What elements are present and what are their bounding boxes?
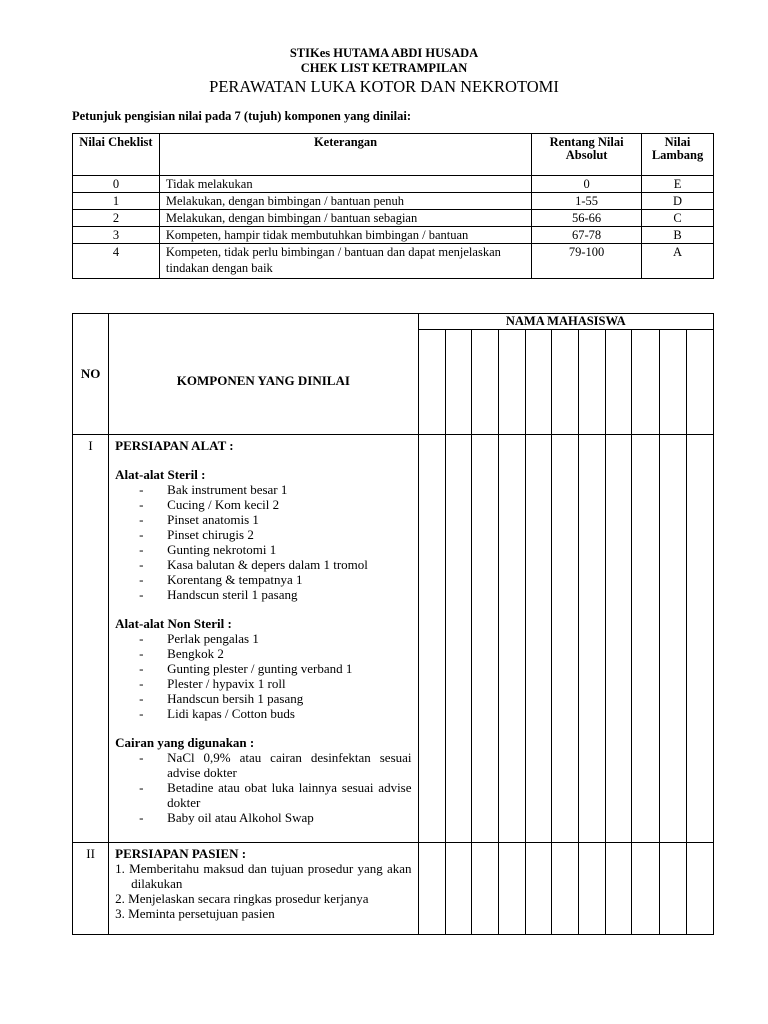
list-item: - Bak instrument besar 1 [139,482,411,497]
list-item: - Handscun bersih 1 pasang [139,691,411,706]
student-cell[interactable] [552,330,579,435]
list-item: - Gunting nekrotomi 1 [139,542,411,557]
legend-lambang: D [642,193,714,210]
legend-keterangan: Melakukan, dengan bimbingan / bantuan penuh [159,193,531,210]
group-heading: Cairan yang digunakan : [115,735,255,750]
score-cell[interactable] [659,435,686,843]
list-item: - Kasa balutan & depers dalam 1 tromol [139,557,411,572]
group-heading: Alat-alat Steril : [115,467,206,482]
header-no: NO [73,314,109,435]
header-komponen: KOMPONEN YANG DINILAI [109,314,418,435]
legend-nilai: 2 [73,210,160,227]
section-title: PERSIAPAN ALAT : [115,438,234,453]
list-item: - NaCl 0,9% atau cairan desinfektan sesuai advise dokter [139,750,411,780]
list-item: - Korentang & tempatnya 1 [139,572,411,587]
score-cell[interactable] [686,843,713,935]
section-no: I [73,435,109,843]
score-cell[interactable] [579,435,606,843]
legend-row [73,210,714,227]
item-list [115,750,411,825]
legend-lambang: A [642,244,714,279]
student-cell[interactable] [445,330,471,435]
list-item: - Perlak pengalas 1 [139,631,411,646]
list-item: - Pinset chirugis 2 [139,527,411,542]
legend-row [73,227,714,244]
student-cell[interactable] [525,330,551,435]
score-cell[interactable] [632,435,659,843]
legend-nilai: 4 [73,244,160,279]
legend-nilai: 0 [73,176,160,193]
legend-rentang: 56-66 [532,210,642,227]
instruction-text: Petunjuk pengisian nilai pada 7 (tujuh) komponen yang dinilai: [72,109,411,123]
list-item: - Bengkok 2 [139,646,411,661]
score-cell[interactable] [525,843,551,935]
score-cell[interactable] [606,843,632,935]
legend-lambang: C [642,210,714,227]
score-cell[interactable] [498,435,525,843]
score-cell[interactable] [632,843,659,935]
numbered-list [115,861,411,921]
item-list [115,482,411,602]
legend-keterangan: Tidak melakukan [159,176,531,193]
legend-header-lambang: Nilai Lambang [642,134,714,176]
section-content [109,435,418,843]
score-cell[interactable] [552,435,579,843]
document-type: CHEK LIST KETRAMPILAN [300,61,468,75]
student-cell[interactable] [471,330,498,435]
score-cell[interactable] [552,843,579,935]
legend-header-row [73,134,714,176]
student-cell[interactable] [686,330,713,435]
legend-nilai: 1 [73,193,160,210]
list-item: - Betadine atau obat luka lainnya sesuai advise dokter [139,780,411,810]
list-item: 2. Menjelaskan secara ringkas prosedur kerjanya [115,891,369,906]
legend-header-rentang: Rentang Nilai Absolut [532,134,642,176]
student-cell[interactable] [632,330,659,435]
score-cell[interactable] [686,435,713,843]
list-item: - Pinset anatomis 1 [139,512,411,527]
score-cell[interactable] [659,843,686,935]
student-cell[interactable] [659,330,686,435]
list-item: 3. Meminta persetujuan pasien [115,906,275,921]
legend-rentang: 0 [532,176,642,193]
score-cell[interactable] [498,843,525,935]
list-item: - Cucing / Kom kecil 2 [139,497,411,512]
student-cell[interactable] [579,330,606,435]
legend-header-nilai: Nilai Cheklist [73,134,160,176]
legend-row [73,176,714,193]
section-row [73,843,714,935]
score-cell[interactable] [579,843,606,935]
legend-keterangan: Melakukan, dengan bimbingan / bantuan sebagian [159,210,531,227]
section-no: II [73,843,109,935]
score-cell[interactable] [445,843,471,935]
group-heading: Alat-alat Non Steril : [115,616,232,631]
legend-rentang: 67-78 [532,227,642,244]
score-cell[interactable] [525,435,551,843]
score-cell[interactable] [445,435,471,843]
list-item: - Plester / hypavix 1 roll [139,676,411,691]
student-cell[interactable] [606,330,632,435]
legend-row [73,193,714,210]
legend-keterangan: Kompeten, tidak perlu bimbingan / bantuan dan dapat menjelaskan tindakan dengan baik [159,244,531,279]
list-item: - Handscun steril 1 pasang [139,587,411,602]
section-content [109,843,418,935]
list-item: - Gunting plester / gunting verband 1 [139,661,411,676]
legend-lambang: E [642,176,714,193]
legend-nilai: 3 [73,227,160,244]
legend-table [72,133,714,279]
score-cell[interactable] [418,843,445,935]
score-cell[interactable] [606,435,632,843]
page-title: PERAWATAN LUKA KOTOR DAN NEKROTOMI [209,77,559,96]
list-item: 1. Memberitahu maksud dan tujuan prosedur yang akan dilakukan [115,861,412,891]
checklist-table [72,313,714,935]
legend-rentang: 79-100 [532,244,642,279]
legend-row [73,244,714,279]
legend-keterangan: Kompeten, hampir tidak membutuhkan bimbingan / bantuan [159,227,531,244]
item-list [115,631,411,721]
student-cell[interactable] [418,330,445,435]
institution-name: STIKes HUTAMA ABDI HUSADA [289,46,479,60]
legend-lambang: B [642,227,714,244]
score-cell[interactable] [418,435,445,843]
header-nama-mahasiswa: NAMA MAHASISWA [418,314,713,330]
list-item: - Lidi kapas / Cotton buds [139,706,411,721]
score-cell[interactable] [471,843,498,935]
student-cell[interactable] [498,330,525,435]
section-title: PERSIAPAN PASIEN : [115,846,247,861]
section-row [73,435,714,843]
list-item: - Baby oil atau Alkohol Swap [139,810,411,825]
legend-header-keterangan: Keterangan [159,134,531,176]
legend-rentang: 1-55 [532,193,642,210]
score-cell[interactable] [471,435,498,843]
